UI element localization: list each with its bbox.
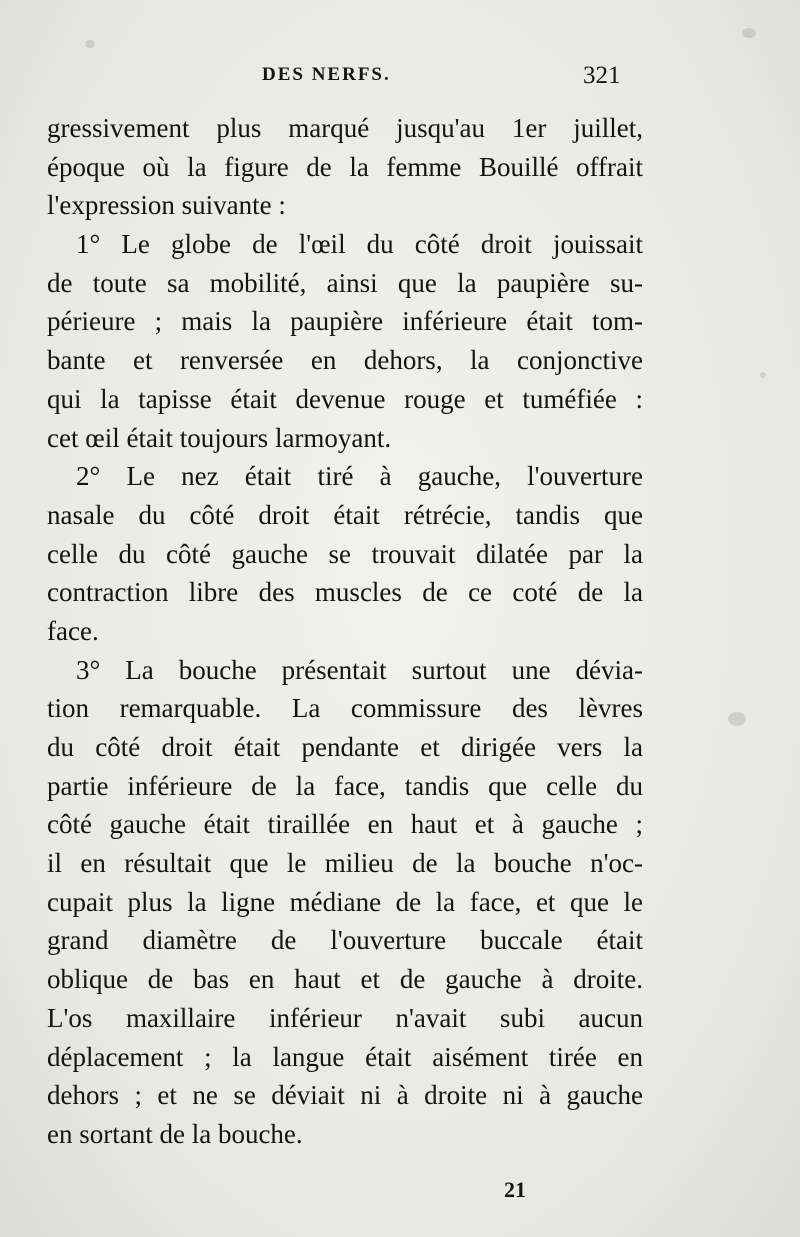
- text-line: 3° La bouche présentait surtout une dévia-: [76, 654, 643, 685]
- text-line: contraction libre des muscles de ce coté de la: [47, 577, 643, 608]
- text-line: 1° Le globe de l'œil du côté droit jouissait: [76, 229, 643, 260]
- text-line: cet œil était toujours larmoyant.: [47, 422, 392, 453]
- paper-speck: [760, 372, 766, 378]
- paper-speck: [742, 28, 756, 38]
- text-line: face.: [47, 615, 99, 646]
- text-line: côté gauche était tiraillée en haut et à gauche ;: [47, 809, 643, 840]
- text-line: celle du côté gauche se trouvait dilatée par la: [47, 538, 643, 569]
- text-line: de toute sa mobilité, ainsi que la paupière su-: [47, 267, 643, 298]
- text-line: il en résultait que le milieu de la bouche n'oc-: [47, 848, 643, 879]
- text-line: périeure ; mais la paupière inférieure était tom-: [47, 306, 643, 337]
- text-line: époque où la figure de la femme Bouillé offrait: [47, 151, 643, 182]
- text-line: 2° Le nez était tiré à gauche, l'ouverture: [76, 461, 643, 492]
- page-header: [0, 62, 800, 92]
- running-head: DES NERFS.: [262, 64, 391, 85]
- text-line: gressivement plus marqué jusqu'au 1er juillet,: [47, 113, 643, 143]
- signature-mark: 21: [504, 1177, 526, 1202]
- text-line: grand diamètre de l'ouverture buccale était: [47, 925, 643, 956]
- page-number: 321: [583, 62, 621, 89]
- text-line: en sortant de la bouche.: [47, 1118, 303, 1149]
- text-line: bante et renversée en dehors, la conjonctive: [47, 345, 643, 376]
- paper-speck: [85, 40, 95, 48]
- text-line: déplacement ; la langue était aisément tirée en: [47, 1041, 643, 1072]
- text-line: L'os maxillaire inférieur n'avait subi aucun: [47, 1002, 643, 1033]
- text-line: cupait plus la ligne médiane de la face, et que le: [47, 886, 643, 917]
- text-line: l'expression suivante :: [47, 190, 286, 221]
- text-line: dehors ; et ne se déviait ni à droite ni à gauche: [47, 1080, 643, 1111]
- body-text: [47, 109, 643, 1154]
- text-line: nasale du côté droit était rétrécie, tandis que: [47, 499, 643, 530]
- text-line: qui la tapisse était devenue rouge et tuméfiée :: [47, 383, 643, 414]
- text-line: oblique de bas en haut et de gauche à droite.: [47, 964, 643, 995]
- text-line: partie inférieure de la face, tandis que celle du: [47, 770, 643, 801]
- text-line: du côté droit était pendante et dirigée vers la: [47, 732, 643, 762]
- paper-speck: [728, 712, 746, 726]
- text-line: tion remarquable. La commissure des lèvres: [47, 693, 643, 724]
